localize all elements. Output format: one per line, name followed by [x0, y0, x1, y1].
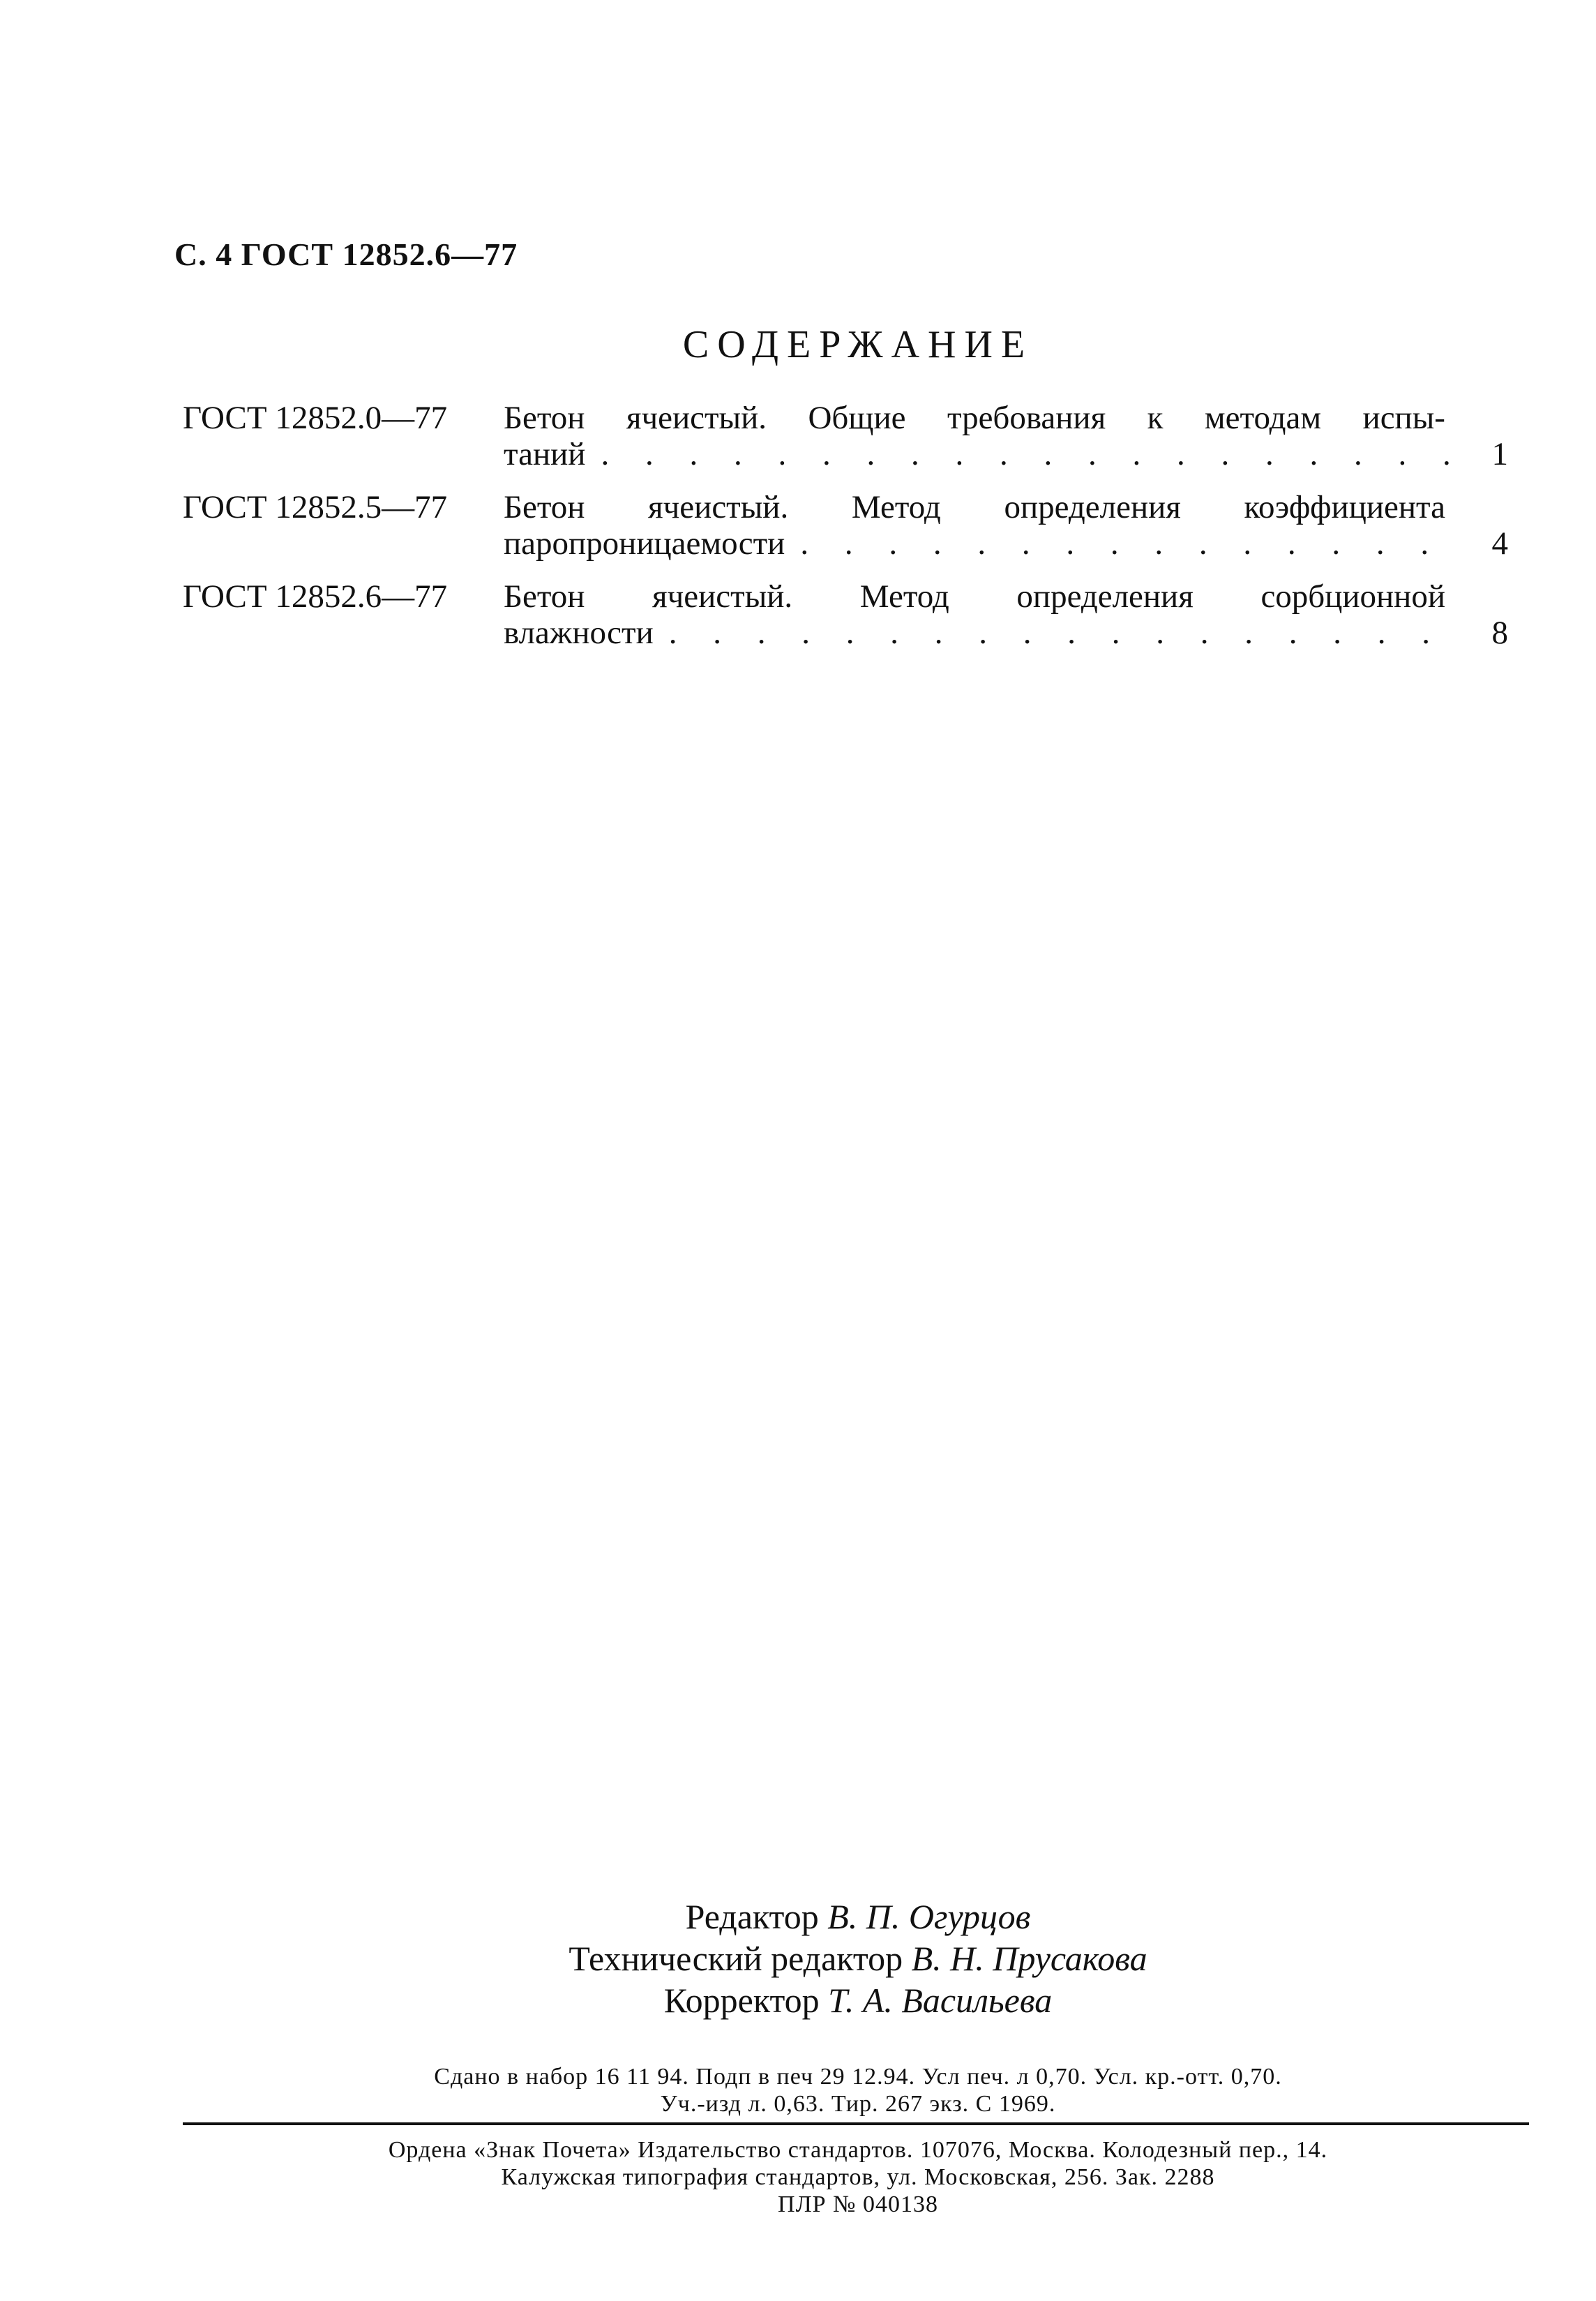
page-header: С. 4 ГОСТ 12852.6—77: [174, 237, 518, 272]
toc-entry-continuation: таний . . . 1: [504, 435, 1508, 473]
toc-entry-continuation: влажности . . . 8: [504, 614, 1508, 652]
imprint-print-data: Сдано в набор 16 11 94. Подп в печ 29 12.94. Усл печ. л 0,70. Усл. кр.-отт. 0,70.: [434, 2064, 1282, 2090]
toc-page-number: 1: [1491, 436, 1508, 472]
imprint-printing-house: Калужская типография стандартов, ул. Московская, 256. Зак. 2288: [501, 2164, 1215, 2190]
imprint-publisher: Ордена «Знак Почета» Издательство стандартов. 107076, Москва. Колодезный пер., 14.: [388, 2137, 1328, 2163]
toc-leader-dots: [669, 614, 1466, 652]
toc-entry-gost-12852-5: [183, 488, 1508, 579]
toc-entry-gost-12852-0: [183, 399, 1508, 490]
credit-label: Технический редактор: [569, 1939, 903, 1978]
credit-label: Редактор: [685, 1897, 819, 1936]
toc-entry-title: Бетон ячеистый. Общие требования к методам испы-: [504, 400, 1445, 436]
toc-page-number: 4: [1491, 525, 1508, 562]
toc-leader-dots: [800, 525, 1466, 562]
imprint-divider: [183, 2122, 1529, 2125]
toc-entry-title: Бетон ячеистый. Метод определения коэффициента: [504, 489, 1445, 525]
credit-name: В. Н. Прусакова: [911, 1939, 1147, 1978]
credit-name: В. П. Огурцов: [827, 1897, 1031, 1936]
toc-entry-title: Бетон ячеистый. Метод определения сорбционной: [504, 578, 1445, 615]
toc-entry-continuation: паропроницаемости . . . 4: [504, 525, 1508, 562]
imprint-edition-data: Уч.-изд л. 0,63. Тир. 267 экз. С 1969.: [660, 2091, 1056, 2117]
toc-entry-code: ГОСТ 12852.0—77: [183, 400, 448, 436]
credit-label: Корректор: [663, 1981, 820, 2020]
toc-entry-code: ГОСТ 12852.6—77: [183, 578, 448, 615]
toc-entry-gost-12852-6: [183, 578, 1508, 668]
toc-leader-dots: [601, 435, 1466, 473]
credit-corrector: [0, 1980, 1596, 2021]
imprint-license: ПЛР № 040138: [778, 2191, 938, 2217]
credit-editor: [0, 1896, 1596, 1937]
credit-name: Т. А. Васильева: [828, 1981, 1053, 2020]
toc-page-number: 8: [1491, 615, 1508, 651]
credit-technical-editor: [0, 1938, 1596, 1979]
toc-entry-code: ГОСТ 12852.5—77: [183, 489, 448, 525]
toc-title: СОДЕРЖАНИЕ: [682, 323, 1034, 366]
